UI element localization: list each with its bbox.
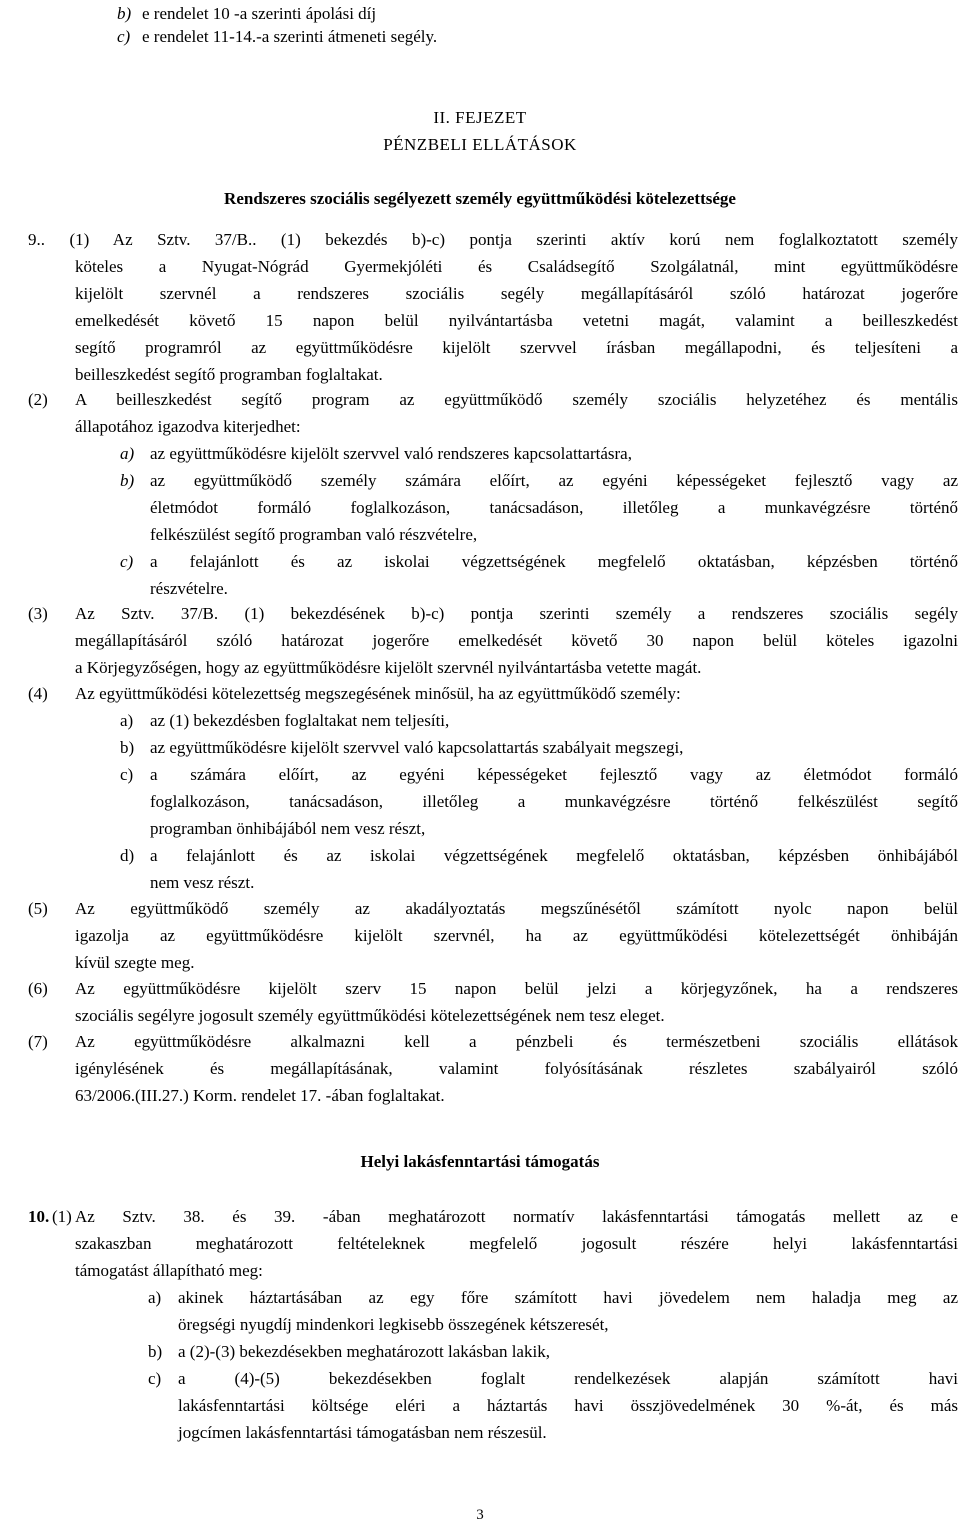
list-letter: b) xyxy=(148,1342,163,1361)
list-item-text: az együttműködésre kijelölt szervvel való rendszeres kapcsolattartásra, xyxy=(150,444,632,463)
para-9-4-line: Az együttműködési kötelezettség megszegésének minősül, ha az együttműködő személy: xyxy=(75,684,681,703)
list-letter: b) xyxy=(120,471,135,490)
list-item-text: lakásfenntartási költsége eléri a háztartás havi összjövedelmének 30 %-át, és más xyxy=(178,1396,958,1415)
list-item-text: akinek háztartásában az egy főre számított havi jövedelem nem haladja meg az xyxy=(178,1288,958,1307)
para-9-5-line: igazolja az együttműködésre kijelölt szervnél, ha az együttműködési kötelezettségét önhibáján xyxy=(75,926,958,945)
para-9-1-line: köteles a Nyugat-Nógrád Gyermekjóléti és Családsegítő Szolgálatnál, mint együttműködésre xyxy=(75,257,958,276)
list-item-text: e rendelet 10 -a szerinti ápolási díj xyxy=(142,4,377,23)
chapter-number: II. FEJEZET xyxy=(433,108,527,127)
list-letter: c) xyxy=(120,552,134,571)
para-9-1-line: kijelölt szervnél a rendszeres szociális segély megállapításáról szóló határozat jogerőre xyxy=(75,284,958,303)
section-title: Rendszeres szociális segélyezett személy együttműködési kötelezettsége xyxy=(224,189,736,208)
para-9-2-line: A beilleszkedést segítő program az együttműködő személy szociális helyzetéhez és mentális xyxy=(75,390,958,409)
para-9-3-line: a Körjegyzőségen, hogy az együttműködésre kijelölt szervnél nyilvántartásba vetette magát. xyxy=(75,658,702,677)
para-9-5-line: Az együttműködő személy az akadályoztatás megszűnésétől számított nyolc napon belül xyxy=(75,899,958,918)
list-item-text: a (4)-(5) bekezdésekben foglalt rendelkezések alapján számított havi xyxy=(178,1369,958,1388)
list-item-text: a felajánlott és az iskolai végzettségének megfelelő oktatásban, képzésben történő xyxy=(150,552,958,571)
list-item-text: a felajánlott és az iskolai végzettségének megfelelő oktatásban, képzésben önhibájából xyxy=(150,846,958,865)
para-9-1-line: segítő programról az együttműködésre kijelölt szervvel írásban megállapodni, és teljesíteni a xyxy=(75,338,958,357)
list-item-text: nem vesz részt. xyxy=(150,873,255,892)
list-item-text: részvételre. xyxy=(150,579,228,598)
para-9-7-line: Az együttműködésre alkalmazni kell a pénzbeli és természetbeni szociális ellátások xyxy=(75,1032,958,1051)
list-item-text: jogcímen lakásfenntartási támogatásban nem részesül. xyxy=(178,1423,547,1442)
para-number: (7) xyxy=(28,1032,48,1051)
list-letter: a) xyxy=(120,444,135,463)
para-9-6-line: Az együttműködésre kijelölt szerv 15 napon belül jelzi a körjegyzőnek, ha a rendszeres xyxy=(75,979,958,998)
list-letter: b) xyxy=(117,4,132,23)
para-10-1-line: Az Sztv. 38. és 39. -ában meghatározott normatív lakásfenntartási támogatás mellett az e xyxy=(75,1207,958,1226)
list-item-text: az együttműködésre kijelölt szervvel való kapcsolattartás szabályait megszegi, xyxy=(150,738,684,757)
list-item-text: életmódot formáló foglalkozáson, tanácsadáson, illetőleg a munkavégzésre történő xyxy=(150,498,958,517)
para-number: 10. xyxy=(28,1207,50,1226)
list-letter: c) xyxy=(148,1369,162,1388)
list-letter: c) xyxy=(117,27,131,46)
list-item-text: az (1) bekezdésben foglaltakat nem teljesíti, xyxy=(150,711,450,730)
para-9-7-line: igénylésének és megállapításának, valamint folyósításának részletes szabályairól szóló xyxy=(75,1059,958,1078)
section-title: Helyi lakásfenntartási támogatás xyxy=(360,1152,600,1171)
para-number: (2) xyxy=(28,390,48,409)
para-9-2-line: állapotához igazodva kiterjedhet: xyxy=(75,417,301,436)
para-9-1-line: 9.. (1) Az Sztv. 37/B.. (1) bekezdés b)-c) pontja szerinti aktív korú nem foglalkoztatott személy xyxy=(28,230,958,249)
list-item-text: az együttműködő személy számára előírt, az egyéni képességeket fejlesztő vagy az xyxy=(150,471,958,490)
list-item-text: programban önhibájából nem vesz részt, xyxy=(150,819,426,838)
para-10-1-line: szakaszban meghatározott feltételeknek megfelelő jogosult részére helyi lakásfenntartási xyxy=(75,1234,958,1253)
para-9-7-line: 63/2006.(III.27.) Korm. rendelet 17. -ában foglaltakat. xyxy=(75,1086,445,1105)
list-item-text: foglalkozáson, tanácsadáson, illetőleg a munkavégzésre történő felkészülést segítő xyxy=(150,792,958,811)
para-10-1-line: támogatást állapítható meg: xyxy=(75,1261,263,1280)
list-item-text: öregségi nyugdíj mindenkori legkisebb összegének kétszeresét, xyxy=(178,1315,609,1334)
page-number: 3 xyxy=(476,1507,484,1523)
para-9-6-line: szociális segélyre jogosult személy együttműködési kötelezettségének nem tesz eleget. xyxy=(75,1006,665,1025)
list-item-text: felkészülést segítő programban való részvételre, xyxy=(150,525,478,544)
chapter-title: PÉNZBELI ELLÁTÁSOK xyxy=(383,135,577,154)
list-letter: b) xyxy=(120,738,135,757)
para-number: (6) xyxy=(28,979,48,998)
list-letter: c) xyxy=(120,765,134,784)
para-number: (5) xyxy=(28,899,48,918)
para-number: (3) xyxy=(28,604,48,623)
list-letter: a) xyxy=(148,1288,162,1307)
list-letter: d) xyxy=(120,846,135,865)
para-9-3-line: megállapításáról szóló határozat jogerőre emelkedését követő 30 napon belül köteles igazolni xyxy=(75,631,958,650)
list-letter: a) xyxy=(120,711,134,730)
para-9-5-line: kívül szegte meg. xyxy=(75,953,195,972)
list-item-text: e rendelet 11-14.-a szerinti átmeneti segély. xyxy=(142,27,438,46)
para-9-1-line: beilleszkedést segítő programban foglaltakat. xyxy=(75,365,383,384)
para-9-3-line: Az Sztv. 37/B. (1) bekezdésének b)-c) pontja szerinti személy a rendszeres szociális segély xyxy=(75,604,958,623)
para-9-1-line: emelkedését követő 15 napon belül nyilvántartásba vetetni magát, valamint a beilleszkedést xyxy=(75,311,958,330)
para-number: (4) xyxy=(28,684,48,703)
list-item-text: a (2)-(3) bekezdésekben meghatározott lakásban lakik, xyxy=(178,1342,550,1361)
para-subnumber: (1) xyxy=(52,1207,72,1226)
list-item-text: a számára előírt, az egyéni képességeket fejlesztő vagy az életmódot formáló xyxy=(150,765,958,784)
